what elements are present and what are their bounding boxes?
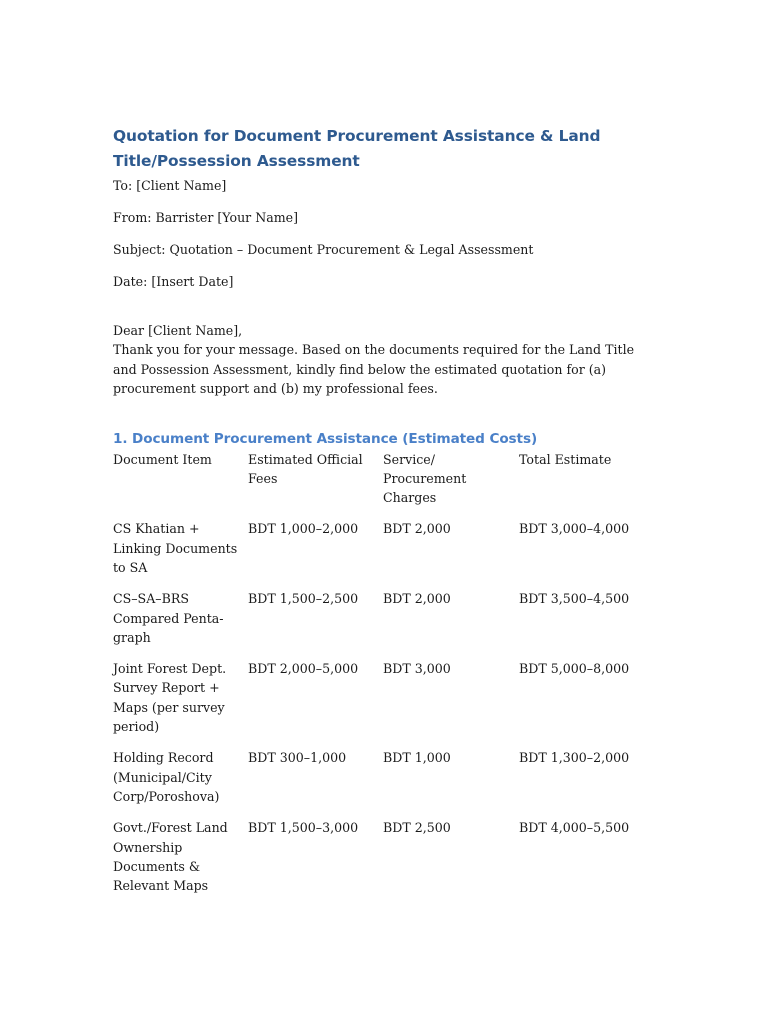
cell-service-charges: BDT 2,500: [383, 820, 451, 836]
intro-paragraph: Thank you for your message. Based on the documents required for the Land Title and Possession Assessment, kindly find below the estimated quotation for (a) procurement support and (b) my professional fees.: [113, 342, 635, 396]
salutation: Dear [Client Name],: [113, 323, 243, 338]
cell-total-estimate: BDT 4,000–5,500: [519, 820, 630, 836]
column-header-total-estimate: Total Estimate: [519, 451, 612, 467]
subject-line: Subject: Quotation – Document Procurement & Legal Assessment: [113, 242, 534, 257]
cell-total-estimate: BDT 3,000–4,000: [519, 521, 630, 537]
document-title: Quotation for Document Procurement Assistance & Land Title/Possession Assessment: [113, 127, 601, 170]
procurement-cost-table: [113, 450, 653, 908]
to-line: To: [Client Name]: [113, 178, 227, 193]
section-heading-procurement: 1. Document Procurement Assistance (Estimated Costs): [113, 430, 538, 447]
cell-service-charges: BDT 3,000: [383, 661, 451, 677]
cell-total-estimate: BDT 5,000–8,000: [519, 661, 630, 677]
cell-service-charges: BDT 2,000: [383, 521, 451, 537]
table-row: [113, 519, 653, 589]
cell-service-charges: BDT 1,000: [383, 750, 451, 766]
cell-document-item: Holding Record (Municipal/City Corp/Poroshova): [113, 750, 220, 804]
cell-document-item: Joint Forest Dept. Survey Report + Maps (per survey period): [113, 661, 227, 735]
cell-official-fees: BDT 1,000–2,000: [248, 521, 359, 537]
cell-total-estimate: BDT 1,300–2,000: [519, 750, 630, 766]
cell-document-item: Govt./Forest Land Ownership Documents & Relevant Maps: [113, 820, 228, 894]
cell-official-fees: BDT 2,000–5,000: [248, 661, 359, 677]
from-line: From: Barrister [Your Name]: [113, 210, 299, 225]
cell-service-charges: BDT 2,000: [383, 591, 451, 607]
column-header-official-fees: Estimated Official Fees: [248, 451, 363, 486]
date-line: Date: [Insert Date]: [113, 274, 234, 289]
cell-document-item: CS–SA–BRS Compared Penta-graph: [113, 591, 224, 645]
column-header-document-item: Document Item: [113, 451, 212, 467]
table-header-row: [113, 450, 653, 520]
cell-official-fees: BDT 1,500–2,500: [248, 591, 359, 607]
table-row: [113, 589, 653, 659]
table-row: [113, 818, 653, 907]
cell-official-fees: BDT 300–1,000: [248, 750, 347, 766]
cell-total-estimate: BDT 3,500–4,500: [519, 591, 630, 607]
cell-document-item: CS Khatian + Linking Documents to SA: [113, 521, 238, 575]
table-row: [113, 748, 653, 818]
cell-official-fees: BDT 1,500–3,000: [248, 820, 359, 836]
table-row: [113, 659, 653, 748]
column-header-service-charges: Service/ Procurement Charges: [383, 451, 467, 506]
document-body: [113, 124, 658, 907]
